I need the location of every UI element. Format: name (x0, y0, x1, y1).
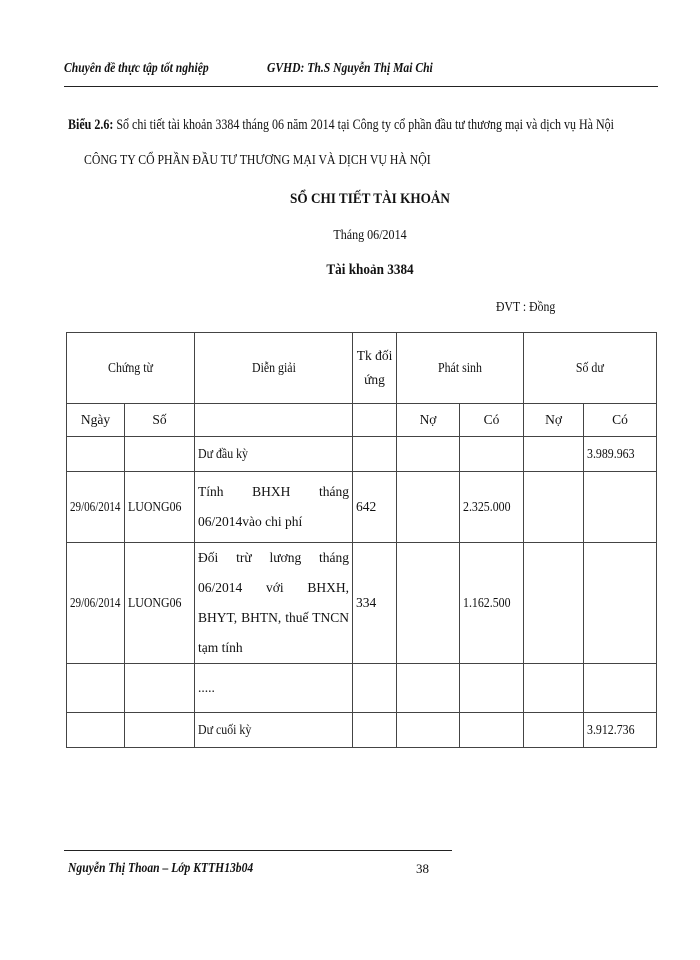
cell-balance-credit: 3.989.963 (584, 437, 657, 472)
footer-rule (64, 850, 452, 851)
cell-account: 642 (353, 472, 397, 543)
cell-account (353, 437, 397, 472)
col-date: Ngày (67, 404, 125, 437)
cell-arising-debit (397, 543, 460, 664)
ledger-account: Tài khoản 3384 (326, 262, 414, 278)
cell-arising-debit (397, 472, 460, 543)
cell-date (67, 713, 125, 748)
cell-arising-credit (460, 437, 524, 472)
col-arising-credit: Có (460, 404, 524, 437)
col-description: Diễn giải (195, 333, 353, 404)
cell-number: LUONG06 (125, 543, 195, 664)
cell-description: Tính BHXH tháng 06/2014vào chi phí (195, 472, 353, 543)
cell-balance-credit (584, 472, 657, 543)
cell-arising-debit (397, 713, 460, 748)
col-balance-credit: Có (584, 404, 657, 437)
cell-balance-credit (584, 664, 657, 713)
cell-account (353, 713, 397, 748)
col-counter-account: Tk đối ứng (353, 333, 397, 404)
col-arising: Phát sinh (397, 333, 524, 404)
cell-balance-debit (524, 543, 584, 664)
cell-date (67, 437, 125, 472)
company-name: CÔNG TY CỔ PHẦN ĐẦU TƯ THƯƠNG MẠI VÀ DỊCH VỤ HÀ NỘI (84, 153, 431, 168)
cell-balance-debit (524, 713, 584, 748)
cell-number (125, 713, 195, 748)
subheader-empty (353, 404, 397, 437)
cell-number: LUONG06 (125, 472, 195, 543)
col-balance: Số dư (524, 333, 657, 404)
caption-text: Sổ chi tiết tài khoản 3384 tháng 06 năm 2014 tại Công ty cổ phần đầu tư thương mại và dịch vụ Hà Nội (116, 117, 614, 133)
subheader-row (67, 404, 657, 437)
header-thesis-title: Chuyên đề thực tập tốt nghiệp (64, 60, 209, 75)
cell-balance-debit (524, 664, 584, 713)
cell-number (125, 664, 195, 713)
header-row (67, 333, 657, 404)
cell-arising-debit (397, 437, 460, 472)
table-row (67, 664, 657, 713)
cell-arising-credit (460, 664, 524, 713)
cell-balance-credit: 3.912.736 (584, 713, 657, 748)
header-supervisor: GVHD: Th.S Nguyễn Thị Mai Chi (266, 60, 433, 75)
cell-date (67, 664, 125, 713)
page-header (64, 60, 563, 84)
cell-arising-debit (397, 664, 460, 713)
col-number: Số (125, 404, 195, 437)
header-rule (64, 86, 658, 87)
col-balance-debit: Nợ (524, 404, 584, 437)
cell-balance-credit (584, 543, 657, 664)
cell-description: Dư cuối kỳ (195, 713, 353, 748)
figure-caption (68, 117, 614, 134)
cell-number (125, 437, 195, 472)
page-number: 38 (416, 861, 429, 876)
cell-balance-debit (524, 472, 584, 543)
table-row (67, 543, 657, 664)
ledger-month: Tháng 06/2014 (333, 228, 407, 243)
cell-account: 334 (353, 543, 397, 664)
caption-label: Biểu 2.6: (68, 117, 114, 133)
currency-unit: ĐVT : Đồng (496, 300, 556, 315)
ledger-title: SỔ CHI TIẾT TÀI KHOẢN (290, 191, 450, 207)
ledger-table (66, 332, 657, 748)
subheader-empty (195, 404, 353, 437)
cell-date: 29/06/2014 (67, 543, 125, 664)
col-voucher: Chứng từ (67, 333, 195, 404)
cell-description: ..... (195, 664, 353, 713)
cell-arising-credit: 2.325.000 (460, 472, 524, 543)
footer-author: Nguyễn Thị Thoan – Lớp KTTH13b04 (68, 860, 254, 875)
cell-arising-credit (460, 713, 524, 748)
cell-date: 29/06/2014 (67, 472, 125, 543)
cell-balance-debit (524, 437, 584, 472)
cell-account (353, 664, 397, 713)
cell-description: Đối trừ lương tháng 06/2014 với BHXH, BHYT, BHTN, thuế TNCN tạm tính (195, 543, 353, 664)
table-row (67, 472, 657, 543)
cell-description: Dư đầu kỳ (195, 437, 353, 472)
table-row (67, 437, 657, 472)
col-arising-debit: Nợ (397, 404, 460, 437)
table-row (67, 713, 657, 748)
cell-arising-credit: 1.162.500 (460, 543, 524, 664)
